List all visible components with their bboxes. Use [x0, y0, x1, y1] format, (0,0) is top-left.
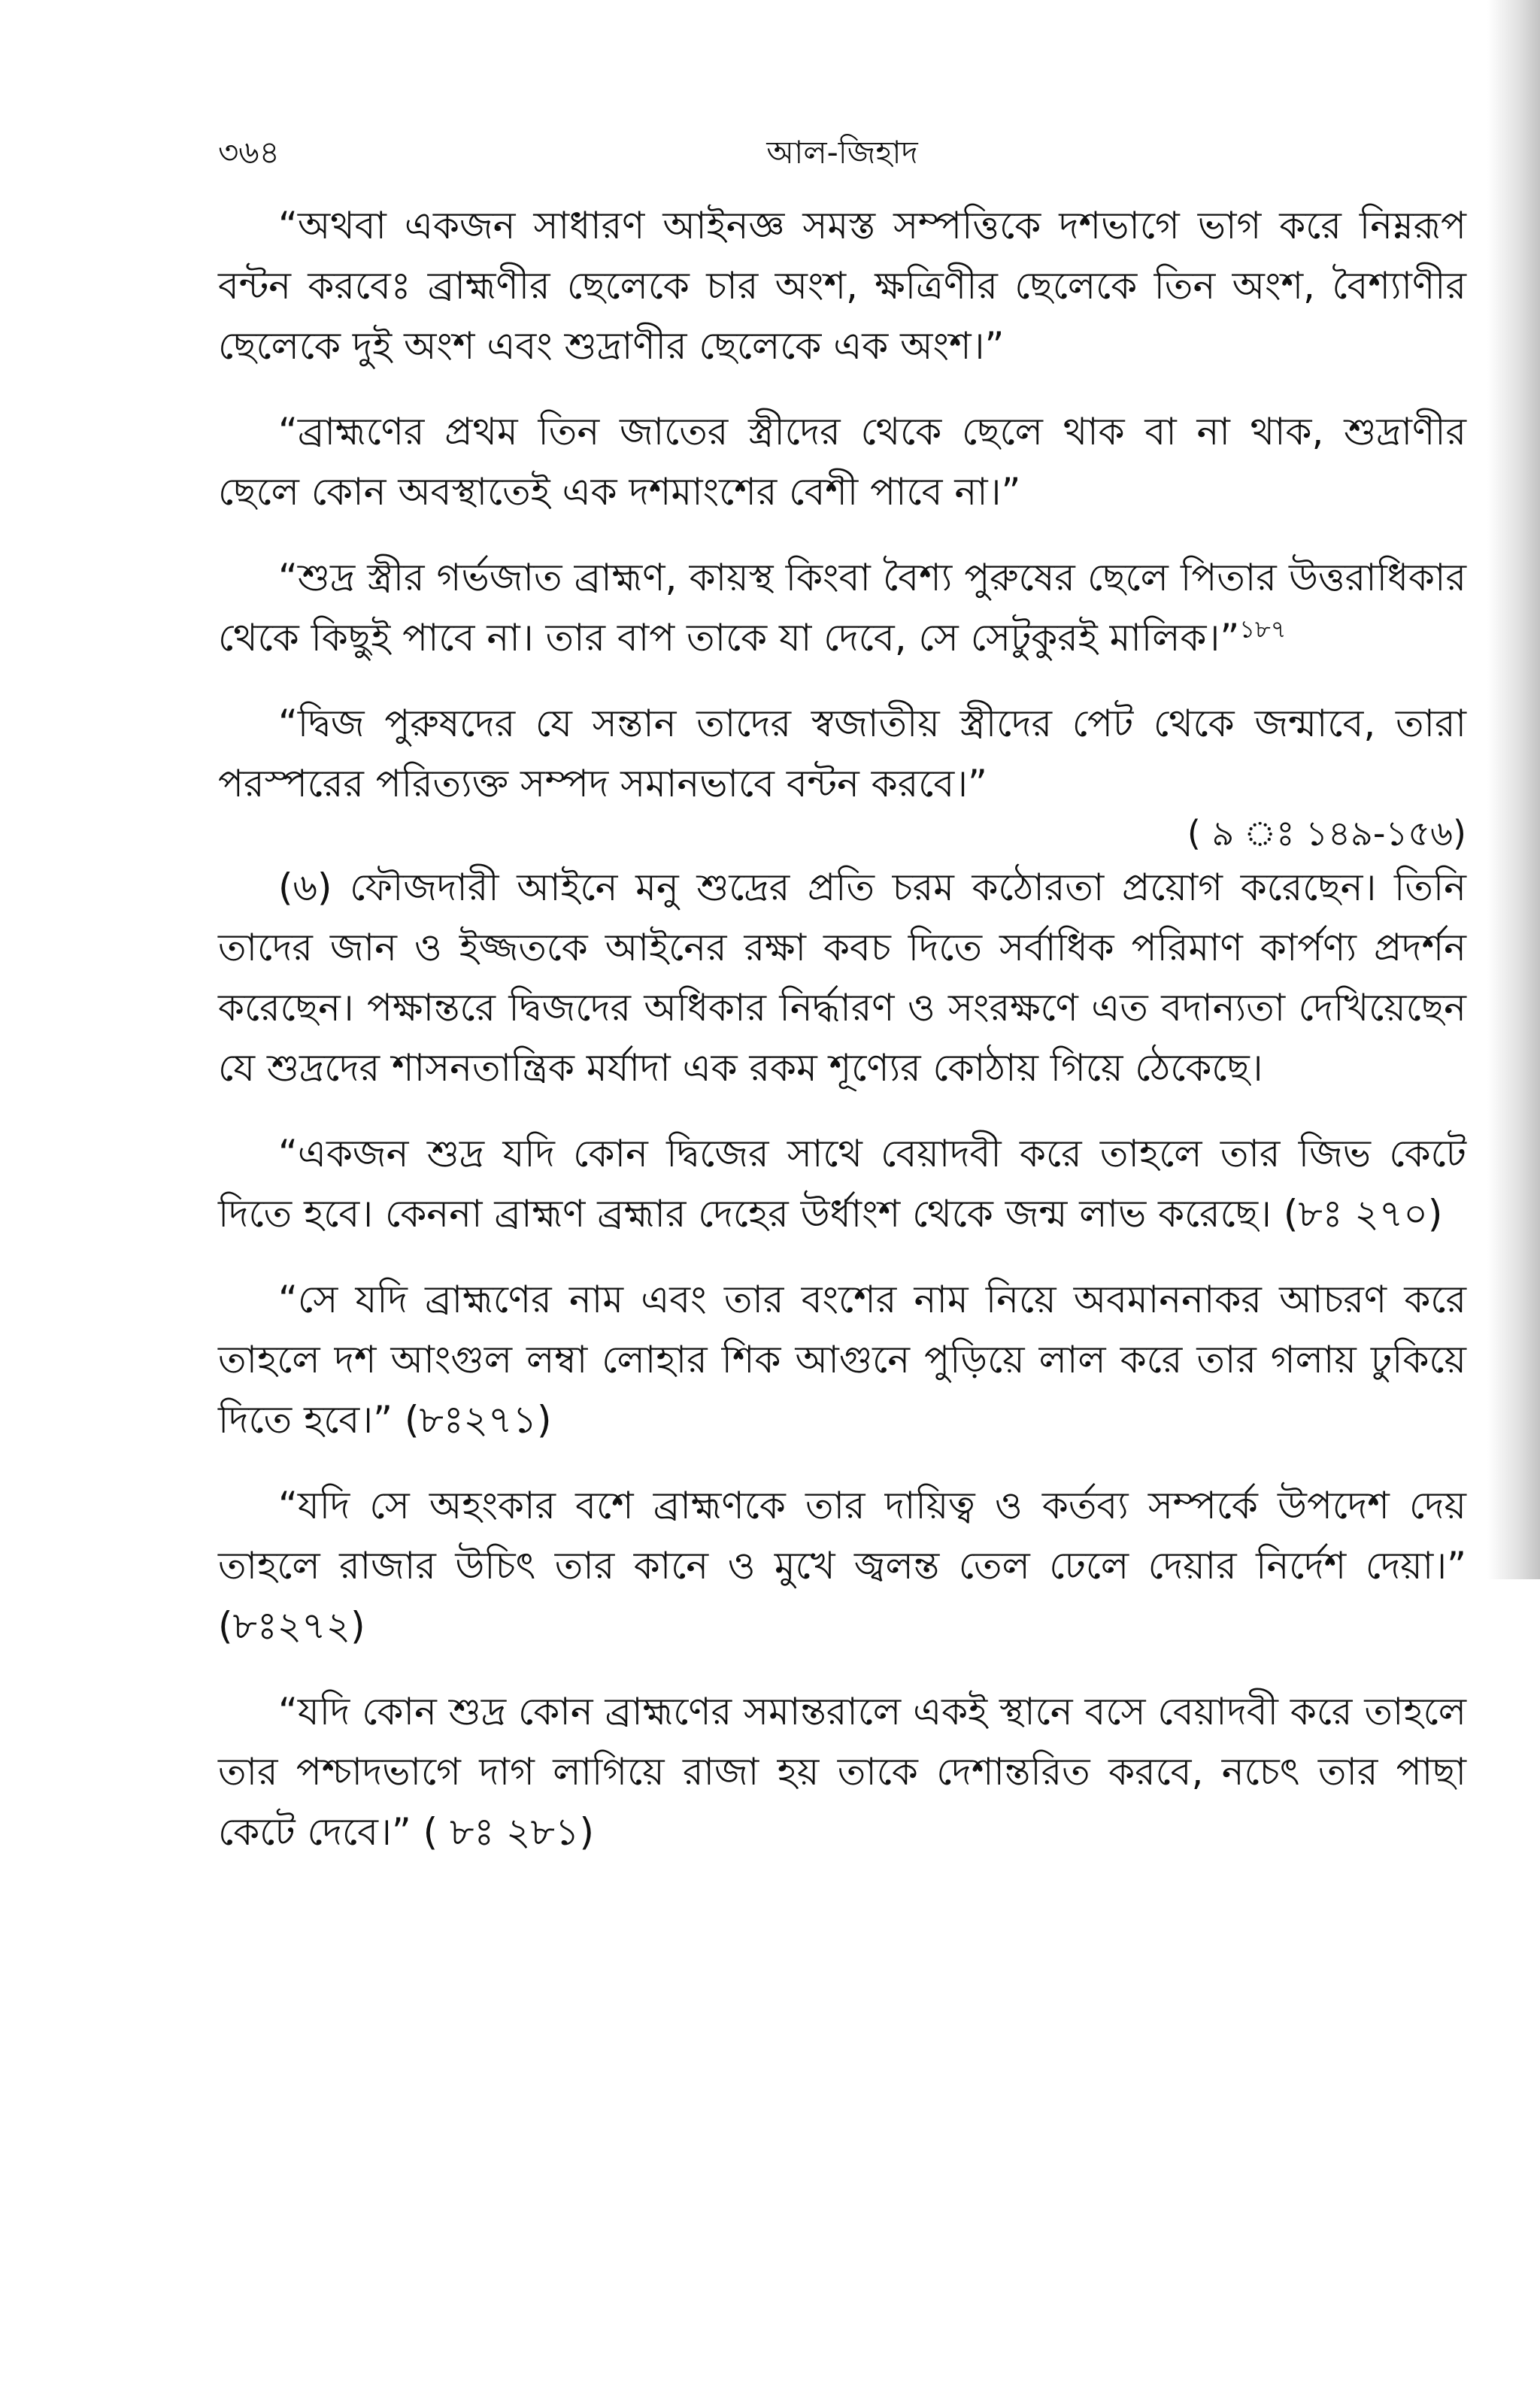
paragraph-5 [218, 857, 1466, 1098]
paragraph-6 [218, 1124, 1466, 1244]
paragraph-text: “যদি সে অহংকার বশে ব্রাহ্মণকে তার দায়িত্ব ও কর্তব্য সম্পর্কে উপদেশ দেয় তাহলে রাজার উচিৎ তার কানে ও মুখে জ্বলন্ত তেল ঢেলে দেয়ার নির্দেশ দেয়া।” (৮ঃ২৭২) [218, 1484, 1466, 1648]
paragraph-text: “সে যদি ব্রাহ্মণের নাম এবং তার বংশের নাম নিয়ে অবমাননাকর আচরণ করে তাহলে দশ আংগুল লম্বা লোহার শিক আগুনে পুড়িয়ে লাল করে তার গলায় ঢুকিয়ে দিতে হবে।” (৮ঃ২৭১) [218, 1278, 1466, 1442]
paragraph-text: “শুদ্র স্ত্রীর গর্ভজাত ব্রাহ্মণ, কায়স্থ কিংবা বৈশ্য পুরুষের ছেলে পিতার উত্তরাধিকার থেকে কিছুই পাবে না। তার বাপ তাকে যা দেবে, সে সেটুকুরই মালিক।” [218, 556, 1466, 660]
footnote-marker: ১৮৭ [1239, 614, 1287, 644]
paragraph-text: “একজন শুদ্র যদি কোন দ্বিজের সাথে বেয়াদবী করে তাহলে তার জিভ কেটে দিতে হবে। কেননা ব্রাহ্মণ ব্রহ্মার দেহের উর্ধাংশ থেকে জন্ম লাভ করেছে। (৮ঃ ২৭০) [218, 1132, 1466, 1236]
paragraph-text: “ব্রাহ্মণের প্রথম তিন জাতের স্ত্রীদের থেকে ছেলে থাক বা না থাক, শুদ্রাণীর ছেলে কোন অবস্থাতেই এক দশমাংশের বেশী পাবে না।” [218, 410, 1466, 514]
paragraph-2 [218, 402, 1466, 522]
verse-citation: ( ৯ ঃ ১৪৯-১৫৬) [1187, 813, 1466, 854]
book-title: আল-জিহাদ [766, 134, 918, 171]
paragraph-3 [218, 547, 1466, 668]
paragraph-text: “যদি কোন শুদ্র কোন ব্রাহ্মণের সমান্তরালে একই স্থানে বসে বেয়াদবী করে তাহলে তার পশ্চাদভাগে দাগ লাগিয়ে রাজা হয় তাকে দেশান্তরিত করবে, নচেৎ তার পাছা কেটে দেবে।” ( ৮ঃ ২৮১) [218, 1690, 1466, 1854]
running-header [218, 128, 1466, 196]
paragraph-text: (৬) ফৌজদারী আইনে মনু শুদ্রের প্রতি চরম কঠোরতা প্রয়োগ করেছেন। তিনি তাদের জান ও ইজ্জতকে আইনের রক্ষা কবচ দিতে সর্বাধিক পরিমাণ কার্পণ্য প্রদর্শন করেছেন। পক্ষান্তরে দ্বিজদের অধিকার নির্দ্ধারণ ও সংরক্ষণে এত বদান্যতা দেখিয়েছেন যে শুদ্রদের শাসনতান্ত্রিক মর্যাদা এক রকম শূণ্যের কোঠায় গিয়ে ঠেকেছে। [218, 866, 1466, 1090]
paragraph-text: “অথবা একজন সাধারণ আইনজ্ঞ সমস্ত সম্পত্তিকে দশভাগে ভাগ করে নিম্নরূপ বন্টন করবেঃ ব্রাহ্মণীর ছেলেকে চার অংশ, ক্ষত্রিণীর ছেলেকে তিন অংশ, বৈশ্যাণীর ছেলেকে দুই অংশ এবং শুদ্রাণীর ছেলেকে এক অংশ।” [218, 204, 1466, 368]
paragraph-4 [218, 693, 1466, 814]
book-page [218, 128, 1466, 1862]
paragraph-8 [218, 1475, 1466, 1656]
paragraph-1 [218, 196, 1466, 376]
paragraph-7 [218, 1269, 1466, 1450]
paragraph-9 [218, 1682, 1466, 1862]
paragraph-text: “দ্বিজ পুরুষদের যে সন্তান তাদের স্বজাতীয় স্ত্রীদের পেট থেকে জন্মাবে, তারা পরস্পরের পরিত্যক্ত সম্পদ সমানভাবে বন্টন করবে।” [218, 702, 1466, 805]
page-edge-shadow [1487, 0, 1540, 1579]
page-number: ৩৬৪ [218, 134, 280, 171]
